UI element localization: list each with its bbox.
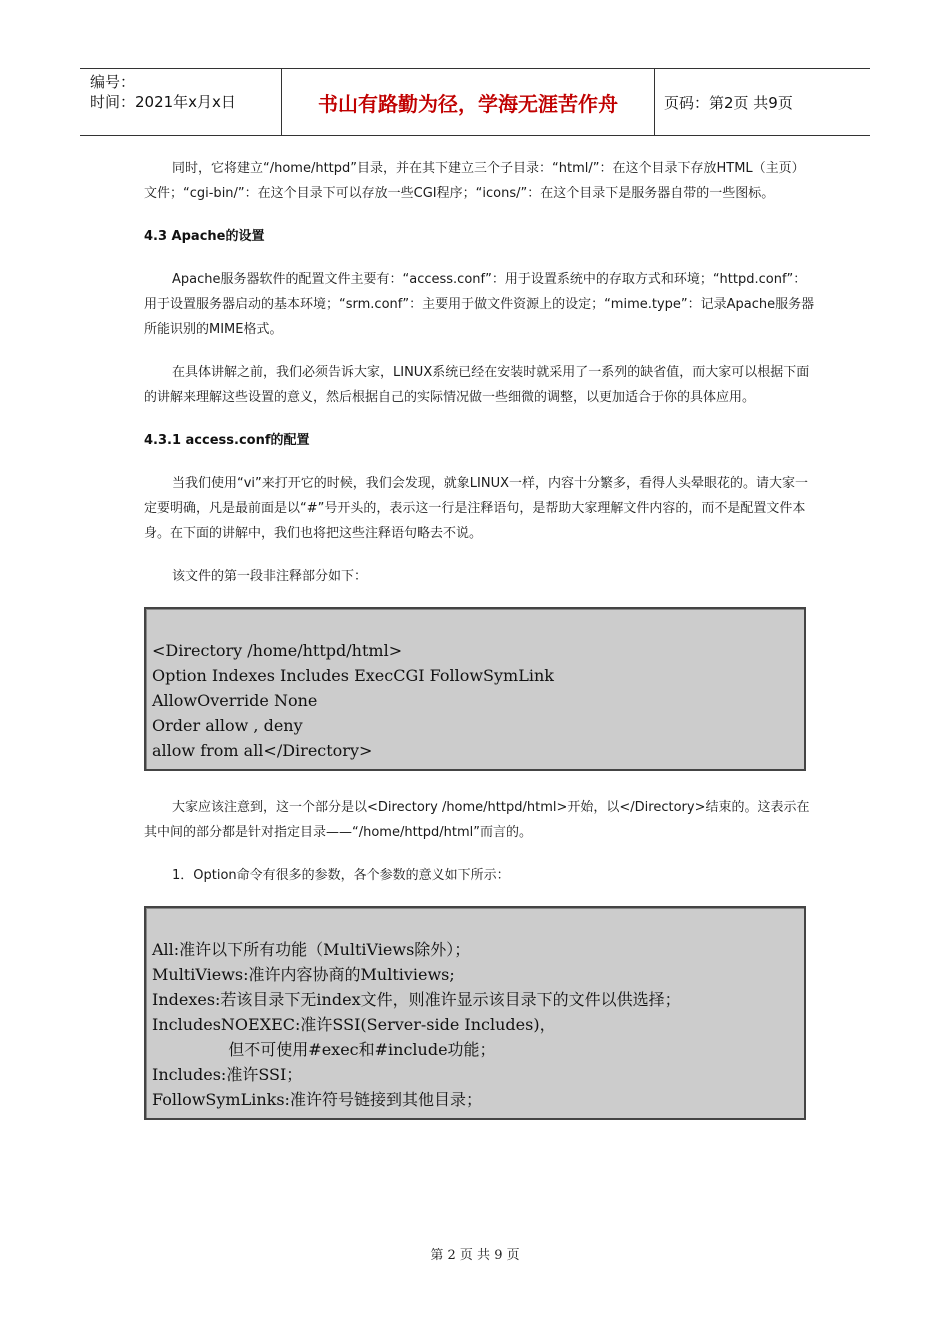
code-line: allow from all</Directory>: [152, 741, 373, 760]
code-line: Option Indexes Includes ExecCGI FollowSymLink: [152, 666, 554, 685]
header-date-label: 时间：2021年x月x日: [90, 93, 236, 111]
section-heading-access-conf: 4.3.1 access.conf的配置: [144, 433, 310, 448]
paragraph-httpd-dirs: 同时，它将建立“/home/httpd”目录，并在其下建立三个子目录：“html/”：在这个目录下存放HTML（主页）文件；“cgi-bin/”：在这个目录下可以存放一些CGI程序；“icons/”：在这个目录下是服务器自带的一些图标。: [144, 161, 805, 201]
code-line: <Directory /home/httpd/html>: [152, 641, 403, 660]
section-heading-apache-settings: 4.3 Apache的设置: [144, 229, 265, 244]
paragraph-config-files: Apache服务器软件的配置文件主要有：“access.conf”：用于设置系统中的存取方式和环境；“httpd.conf”：用于设置服务器启动的基本环境；“srm.conf”：主要用于做文件资源上的设定；“mime.type”：记录Apache服务器所能识别的MIME格式。: [144, 272, 815, 337]
code-line: IncludesNOEXEC:准许SSI(Server-side Includes)，: [152, 1015, 556, 1034]
code-line: FollowSymLinks:准许符号链接到其他目录；: [152, 1090, 482, 1109]
code-line: Includes:准许SSI；: [152, 1065, 303, 1084]
document-body: [144, 156, 816, 1144]
header-motto: 书山有路勤为径，学海无涯苦作舟: [318, 92, 618, 116]
code-line: MultiViews:准许内容协商的Multiviews;: [152, 965, 455, 984]
page-footer: 第 2 页 共 9 页: [430, 1248, 520, 1263]
paragraph-directory-explain: 大家应该注意到，这一个部分是以<Directory /home/httpd/html>开始，以</Directory>结束的。这表示在其中间的部分都是针对指定目录——“/home/httpd/html”而言的。: [144, 800, 810, 840]
header-meta: [90, 72, 236, 112]
code-block-option-params: [144, 906, 806, 1120]
page-header: [80, 68, 870, 136]
code-line: 但不可使用#exec和#include功能；: [152, 1040, 496, 1059]
code-line: AllowOverride None: [152, 691, 318, 710]
header-divider-right: [654, 69, 655, 135]
paragraph-first-section-intro: 该文件的第一段非注释部分如下：: [172, 569, 368, 584]
header-page-label: 页码：第2页 共9页: [664, 94, 793, 112]
paragraph-option-intro: 1．Option命令有很多的参数，各个参数的意义如下所示：: [172, 868, 510, 883]
header-number-label: 编号：: [90, 73, 136, 91]
paragraph-vi-comments: 当我们使用“vi”来打开它的时候，我们会发现，就象LINUX一样，内容十分繁多，看得人头晕眼花的。请大家一定要明确，凡是最前面是以“#”号开头的，表示这一行是注释语句，是帮助大家理解文件内容的，而不是配置文件本身。在下面的讲解中，我们也将把这些注释语句略去不说。: [144, 476, 808, 541]
code-line: All:准许以下所有功能（MultiViews除外）；: [152, 940, 471, 959]
code-line: Indexes:若该目录下无index文件，则准许显示该目录下的文件以供选择；: [152, 990, 681, 1009]
code-block-directory: [144, 607, 806, 771]
code-line: Order allow , deny: [152, 716, 303, 735]
paragraph-defaults-note: 在具体讲解之前，我们必须告诉大家，LINUX系统已经在安装时就采用了一系列的缺省值，而大家可以根据下面的讲解来理解这些设置的意义，然后根据自己的实际情况做一些细微的调整，以更加适合于你的具体应用。: [144, 365, 810, 405]
